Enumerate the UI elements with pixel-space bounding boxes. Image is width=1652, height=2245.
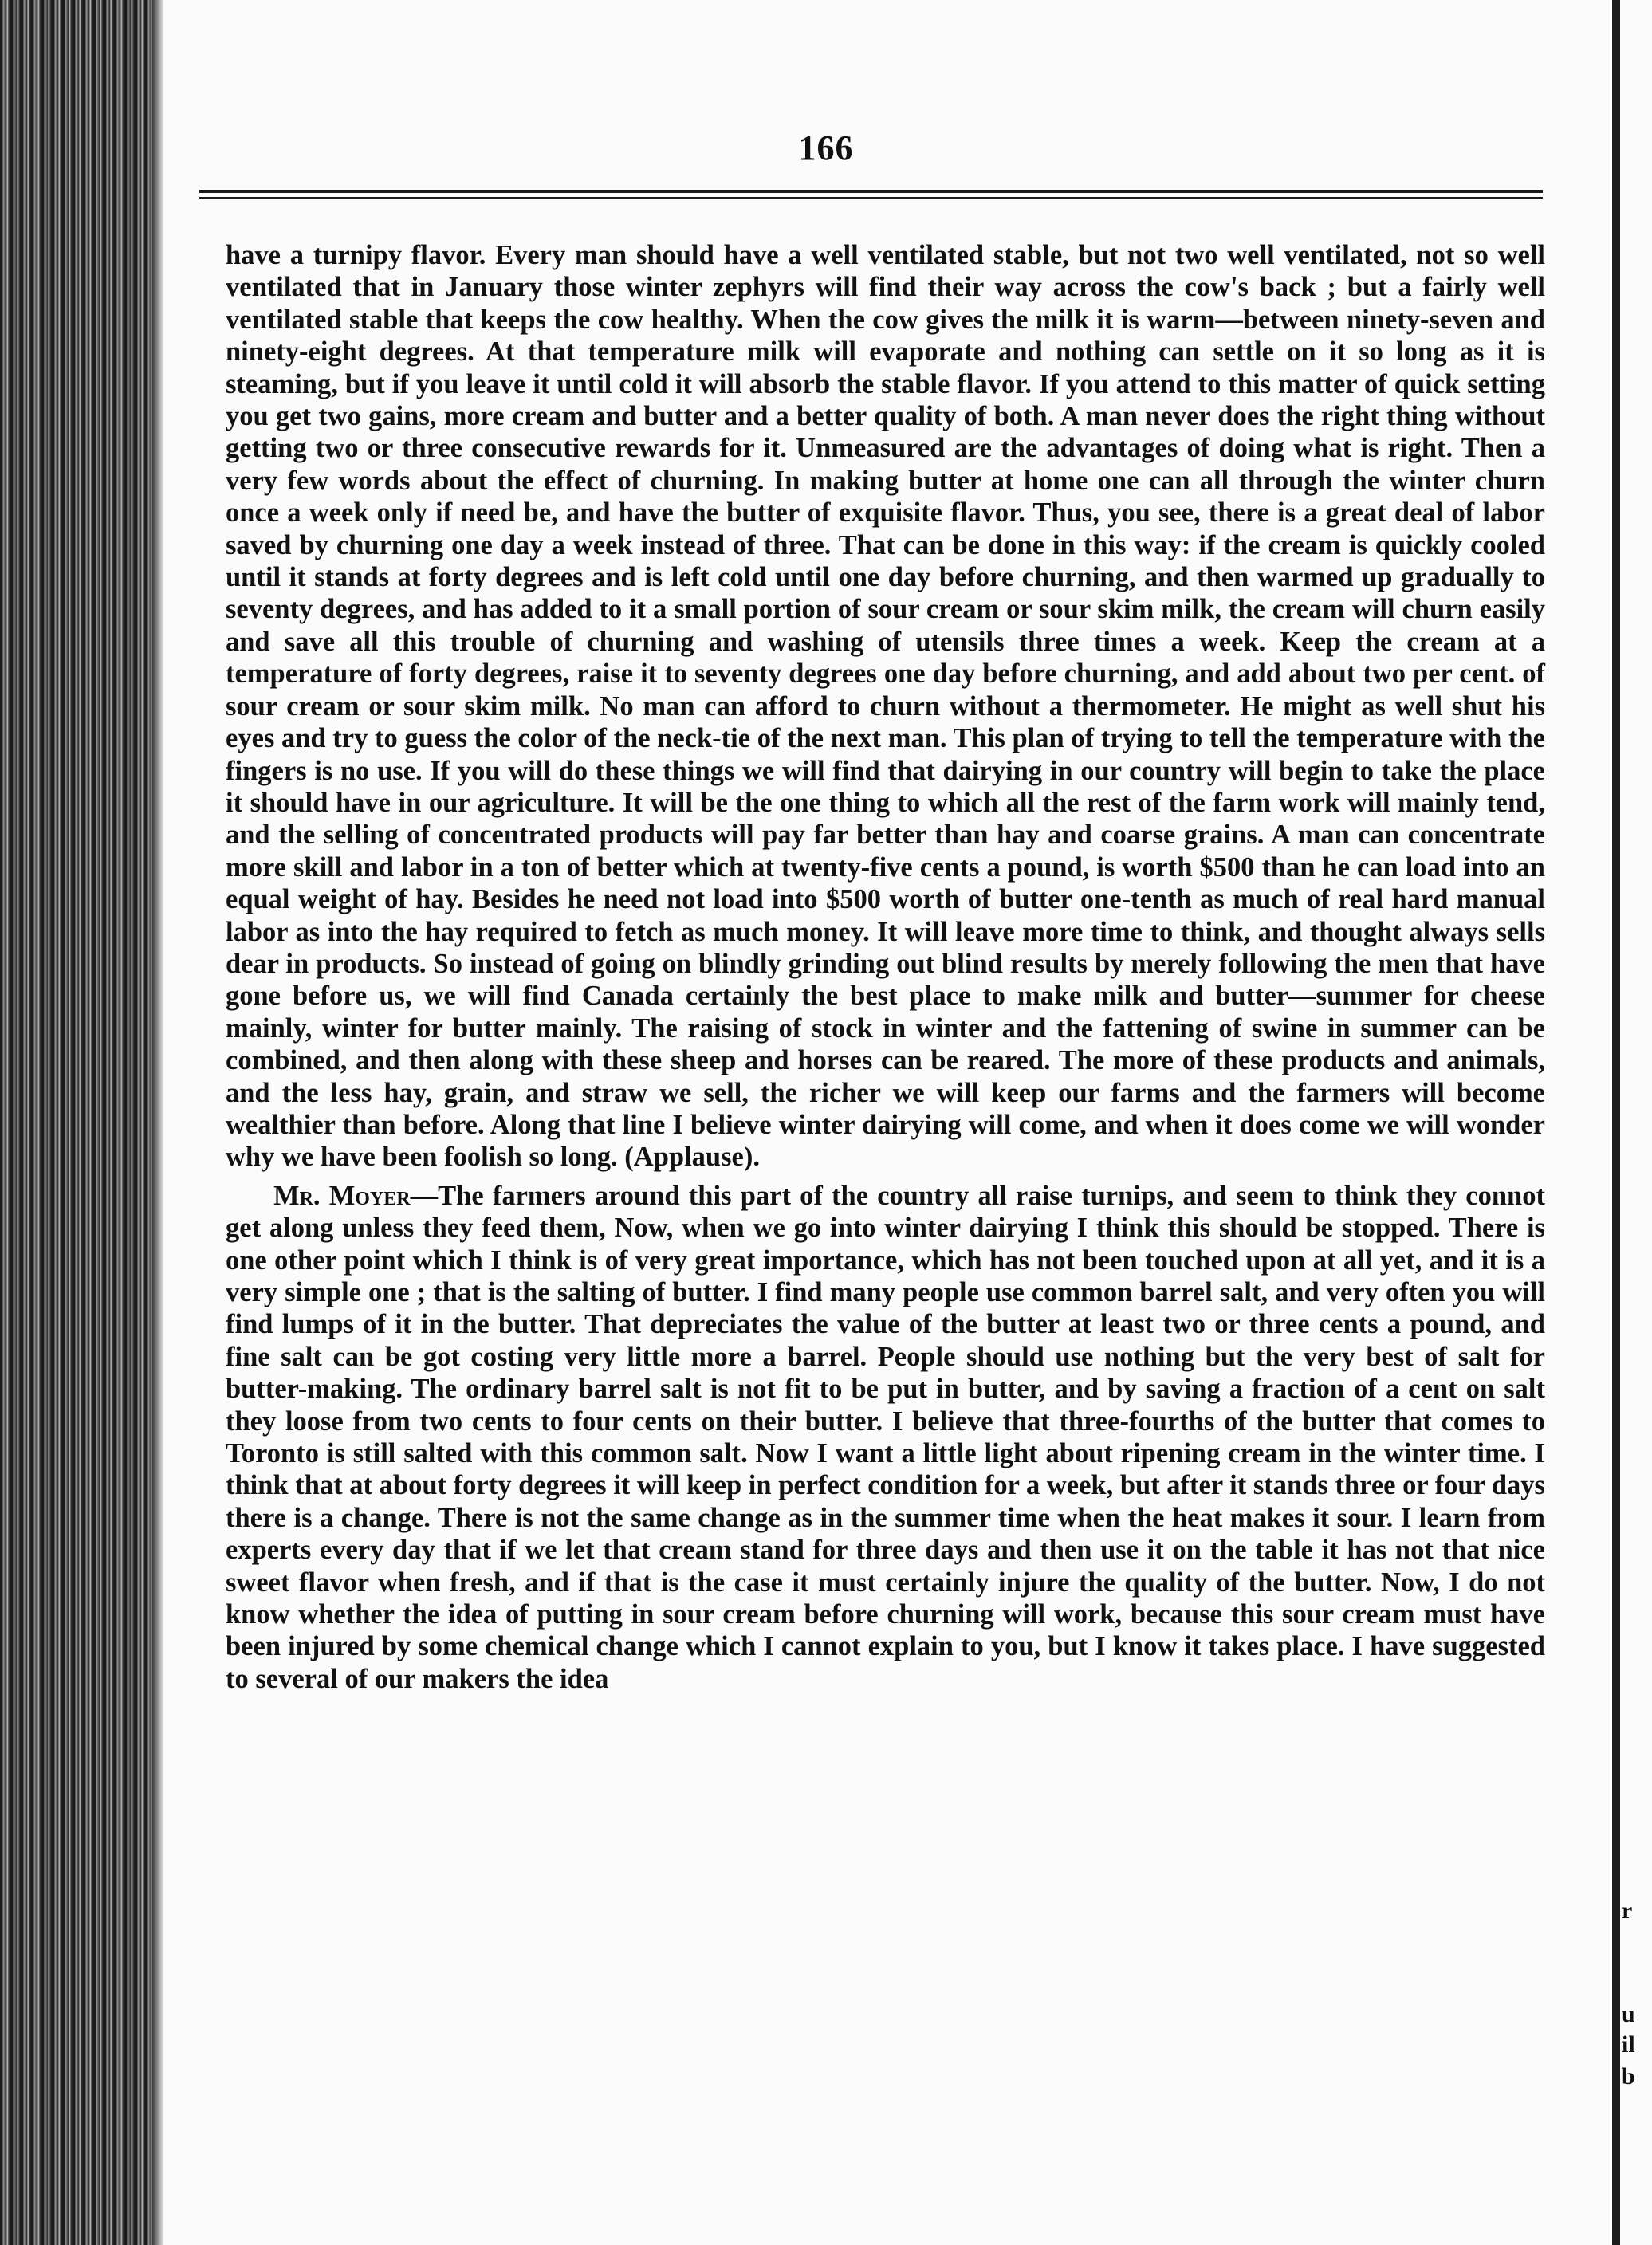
paragraph-moyer xyxy=(226,1180,1545,1696)
header-rule-thin xyxy=(199,197,1543,199)
facing-page-fragment: il xyxy=(1622,2031,1635,2058)
facing-page-fragment: u xyxy=(1622,2001,1635,2027)
facing-page-sliver xyxy=(1620,0,1652,2245)
speaker-name: Mr. Moyer xyxy=(273,1180,411,1211)
header-rule xyxy=(199,190,1543,202)
facing-page-edge xyxy=(1612,0,1652,2245)
header-rule-thick xyxy=(199,190,1543,193)
facing-page-fragment: r xyxy=(1622,1897,1633,1924)
book-binding-edge xyxy=(0,0,163,2245)
paragraph-continuation: have a turnipy flavor. Every man should have a well ventilated stable, but not two well ventilated, not so well ventilated that in January those winter zephyrs will find their way across the cow's back ; but a fairly well ventilated stable that keeps the cow healthy. When the cow gives the milk it is warm—between ninety-seven and ninety-eight degrees. At that temperature milk will evaporate and nothing can settle on it so long as it is steaming, but if you leave it until cold it will absorb the stable flavor. If you attend to this matter of quick setting you get two gains, more cream and butter and a better quality of both. A man never does the right thing without getting two or three consecutive rewards for it. Unmeasured are the advantages of doing what is right. Then a very few words about the effect of churning. In making butter at home one can all through the winter churn once a week only if need be, and have the butter of exquisite flavor. Thus, you see, there is a great deal of labor saved by churning one day a week instead of three. That can be done in this way: if the cream is quickly cooled until it stands at forty degrees and is left cold until one day before churning, and then warmed up gradually to seventy degrees, and has added to it a small portion of sour cream or sour skim milk, the cream will churn easily and save all this trouble of churning and washing of utensils three times a week. Keep the cream at a temperature of forty degrees, raise it to seventy degrees one day before churning, and add about two per cent. of sour cream or sour skim milk. No man can afford to churn without a thermometer. He might as well shut his eyes and try to guess the color of the neck-tie of the next man. This plan of trying to tell the temperature with the fingers is no use. If you will do these things we will find that dairying in our country will begin to take the place it should have in our agriculture. It will be the one thing to which all the rest of the farm work will mainly tend, and the selling of concentrated products will pay far better than hay and coarse grains. A man can concentrate more skill and labor in a ton of better which at twenty-five cents a pound, is worth $500 than he can load into an equal weight of hay. Besides he need not load into $500 worth of butter one-tenth as much of real hard manual labor as into the hay required to fetch as much money. It will leave more time to think, and thought always sells dear in products. So instead of going on blindly grinding out blind results by merely following the men that have gone before us, we will find Canada certainly the best place to make milk and butter—summer for cheese mainly, winter for butter mainly. The raising of stock in winter and the fattening of swine in summer can be combined, and then along with these sheep and horses can be reared. The more of these products and animals, and the less hay, grain, and straw we sell, the richer we will keep our farms and the farmers will become wealthier than before. Along that line I believe winter dairying will come, and when it does come we will wonder why we have been foolish so long. (Applause). xyxy=(226,240,1545,1173)
page-number: 166 xyxy=(798,128,854,167)
facing-page-fragment: b xyxy=(1622,2063,1635,2090)
speaker-remarks: —The farmers around this part of the country all raise turnips, and seem to think they connot get along unless they feed them, Now, when we go into winter dairying I think this should be stopped. There is one other point which I think is of very great importance, which has not been touched upon at all yet, and it is a very simple one ; that is the salting of butter. I find many people use common barrel salt, and very often you will find lumps of it in the butter. That depreciates the value of the butter at least two or three cents a pound, and fine salt can be got costing very little more a barrel. People should use nothing but the very best of salt for butter-making. The ordinary barrel salt is not fit to be put in butter, and by saving a fraction of a cent on salt they loose from two cents to four cents on their butter. I believe that three-fourths of the butter that comes to Toronto is still salted with this common salt. Now I want a little light about ripening cream in the winter time. I think that at about forty degrees it will keep in perfect condition for a week, but after it stands three or four days there is a change. There is not the same change as in the summer time when the heat makes it sour. I learn from experts every day that if we let that cream stand for three days and then use it on the table it has not that nice sweet flavor when fresh, and if that is the case it must certainly injure the quality of the butter. Now, I do not know whether the idea of putting in sour cream before churning will work, because this sour cream must have been injured by some chemical change which I cannot explain to you, but I know it takes place. I have suggested to several of our makers the idea xyxy=(226,1180,1545,1694)
body-text xyxy=(226,239,1545,1695)
